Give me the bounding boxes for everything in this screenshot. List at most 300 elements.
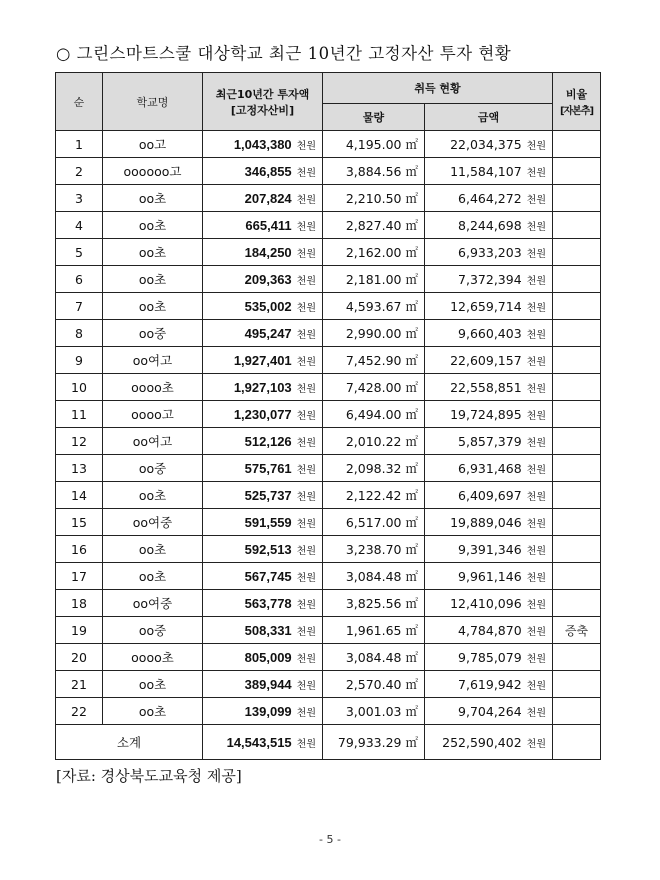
row-area-value: 3,001.03 xyxy=(345,704,402,719)
row-area-unit: ㎡ xyxy=(405,542,418,557)
row-investment xyxy=(203,266,323,293)
table-row xyxy=(56,590,601,617)
row-investment-unit: 천원 xyxy=(296,572,316,584)
header-amount: 금액 xyxy=(425,104,553,131)
row-note xyxy=(553,158,601,185)
row-amount-value: 11,584,107 xyxy=(450,163,522,179)
row-investment-unit: 천원 xyxy=(296,626,316,638)
table-row xyxy=(56,671,601,698)
row-area xyxy=(323,293,425,320)
row-area xyxy=(323,644,425,671)
row-amount-value: 22,558,851 xyxy=(450,379,522,395)
row-num: 1 xyxy=(56,131,103,158)
row-investment-unit: 천원 xyxy=(296,491,316,503)
row-investment xyxy=(203,158,323,185)
row-amount xyxy=(425,239,553,266)
row-amount-unit: 천원 xyxy=(526,329,546,341)
row-amount-value: 19,724,895 xyxy=(450,406,522,422)
row-num: 10 xyxy=(56,374,103,401)
row-area-value: 2,162.00 xyxy=(345,245,402,260)
row-investment-value: 525,737 xyxy=(244,487,292,503)
row-investment-unit: 천원 xyxy=(296,410,316,422)
row-amount-unit: 천원 xyxy=(526,383,546,395)
row-area-unit: ㎡ xyxy=(405,515,418,530)
row-investment-value: 591,559 xyxy=(244,514,292,530)
total-area-value: 79,933.29 xyxy=(337,735,402,750)
table-row xyxy=(56,131,601,158)
row-amount xyxy=(425,482,553,509)
row-area-unit: ㎡ xyxy=(405,353,418,368)
row-area-unit: ㎡ xyxy=(405,299,418,314)
header-investment-line2: [고정자산비] xyxy=(230,103,295,117)
row-amount-value: 8,244,698 xyxy=(458,217,522,233)
row-area-unit: ㎡ xyxy=(405,623,418,638)
row-investment-value: 592,513 xyxy=(244,541,292,557)
header-num: 순 xyxy=(56,73,103,131)
row-amount-value: 9,704,264 xyxy=(458,703,522,719)
row-amount-unit: 천원 xyxy=(526,680,546,692)
row-area-unit: ㎡ xyxy=(405,272,418,287)
row-note xyxy=(553,374,601,401)
row-school: oo초 xyxy=(103,536,203,563)
row-investment xyxy=(203,320,323,347)
row-school: oo여중 xyxy=(103,590,203,617)
row-investment-unit: 천원 xyxy=(296,356,316,368)
row-school: oo중 xyxy=(103,455,203,482)
row-amount-unit: 천원 xyxy=(526,302,546,314)
row-investment-unit: 천원 xyxy=(296,680,316,692)
row-investment xyxy=(203,293,323,320)
row-amount-value: 19,889,046 xyxy=(450,514,522,530)
row-amount-value: 6,931,468 xyxy=(458,460,522,476)
row-area xyxy=(323,185,425,212)
row-amount-unit: 천원 xyxy=(526,194,546,206)
row-amount-unit: 천원 xyxy=(526,599,546,611)
row-area-unit: ㎡ xyxy=(405,380,418,395)
total-investment-unit: 천원 xyxy=(296,738,316,750)
header-quantity: 물량 xyxy=(323,104,425,131)
row-amount xyxy=(425,374,553,401)
row-investment-value: 535,002 xyxy=(244,298,292,314)
row-amount xyxy=(425,563,553,590)
total-note xyxy=(553,725,601,760)
row-school: oo초 xyxy=(103,212,203,239)
row-amount xyxy=(425,455,553,482)
row-note xyxy=(553,698,601,725)
table-row xyxy=(56,617,601,644)
row-school: oo초 xyxy=(103,671,203,698)
row-school: oo고 xyxy=(103,131,203,158)
table-row xyxy=(56,239,601,266)
row-area xyxy=(323,239,425,266)
row-area-unit: ㎡ xyxy=(405,569,418,584)
row-area-unit: ㎡ xyxy=(405,137,418,152)
row-area-unit: ㎡ xyxy=(405,434,418,449)
row-area-value: 7,452.90 xyxy=(345,353,402,368)
row-amount xyxy=(425,536,553,563)
row-area-unit: ㎡ xyxy=(405,407,418,422)
row-amount-value: 12,659,714 xyxy=(450,298,522,314)
row-note xyxy=(553,320,601,347)
row-area xyxy=(323,536,425,563)
row-area xyxy=(323,482,425,509)
table-row xyxy=(56,455,601,482)
row-num: 4 xyxy=(56,212,103,239)
row-num: 2 xyxy=(56,158,103,185)
row-amount-unit: 천원 xyxy=(526,626,546,638)
row-amount-unit: 천원 xyxy=(526,437,546,449)
table-row xyxy=(56,401,601,428)
table-row xyxy=(56,266,601,293)
investment-table xyxy=(55,72,601,760)
table-row xyxy=(56,293,601,320)
row-amount-value: 22,034,375 xyxy=(450,136,522,152)
row-area xyxy=(323,401,425,428)
row-area-value: 7,428.00 xyxy=(345,380,402,395)
row-area xyxy=(323,428,425,455)
row-school: oo여고 xyxy=(103,347,203,374)
row-school: oo초 xyxy=(103,293,203,320)
row-num: 19 xyxy=(56,617,103,644)
row-school: oo여중 xyxy=(103,509,203,536)
row-note xyxy=(553,644,601,671)
total-area-unit: ㎡ xyxy=(405,735,418,750)
row-area xyxy=(323,671,425,698)
row-investment-unit: 천원 xyxy=(296,707,316,719)
total-amount-value: 252,590,402 xyxy=(442,734,522,750)
row-amount-unit: 천원 xyxy=(526,518,546,530)
row-investment-unit: 천원 xyxy=(296,437,316,449)
row-amount-unit: 천원 xyxy=(526,464,546,476)
row-area xyxy=(323,266,425,293)
row-num: 18 xyxy=(56,590,103,617)
row-area xyxy=(323,131,425,158)
row-amount-unit: 천원 xyxy=(526,248,546,260)
row-area-unit: ㎡ xyxy=(405,164,418,179)
row-amount-unit: 천원 xyxy=(526,140,546,152)
row-investment-value: 1,043,380 xyxy=(233,136,292,152)
row-school: oo초 xyxy=(103,482,203,509)
total-row xyxy=(56,725,601,760)
row-amount-unit: 천원 xyxy=(526,572,546,584)
row-investment-value: 139,099 xyxy=(244,703,292,719)
row-investment xyxy=(203,374,323,401)
row-investment-value: 1,927,401 xyxy=(233,352,292,368)
row-amount-unit: 천원 xyxy=(526,707,546,719)
row-area xyxy=(323,347,425,374)
row-num: 9 xyxy=(56,347,103,374)
row-amount xyxy=(425,158,553,185)
row-area-value: 3,884.56 xyxy=(345,164,402,179)
row-investment xyxy=(203,671,323,698)
row-investment-value: 512,126 xyxy=(244,433,292,449)
row-num: 14 xyxy=(56,482,103,509)
row-area-value: 3,084.48 xyxy=(345,650,402,665)
row-investment xyxy=(203,212,323,239)
total-area xyxy=(323,725,425,760)
row-note xyxy=(553,455,601,482)
row-note xyxy=(553,563,601,590)
row-investment-unit: 천원 xyxy=(296,302,316,314)
row-area-unit: ㎡ xyxy=(405,650,418,665)
row-amount-unit: 천원 xyxy=(526,221,546,233)
row-school: oooo고 xyxy=(103,401,203,428)
row-investment xyxy=(203,239,323,266)
row-amount-unit: 천원 xyxy=(526,410,546,422)
row-amount-unit: 천원 xyxy=(526,275,546,287)
row-area xyxy=(323,158,425,185)
table-row xyxy=(56,536,601,563)
row-num: 20 xyxy=(56,644,103,671)
row-school: oo초 xyxy=(103,266,203,293)
row-amount-value: 7,372,394 xyxy=(458,271,522,287)
row-note xyxy=(553,266,601,293)
row-investment xyxy=(203,347,323,374)
row-area-value: 2,210.50 xyxy=(345,191,402,206)
row-note xyxy=(553,590,601,617)
row-area xyxy=(323,455,425,482)
row-investment-value: 495,247 xyxy=(244,325,292,341)
row-area xyxy=(323,590,425,617)
row-amount xyxy=(425,644,553,671)
row-school: oo초 xyxy=(103,185,203,212)
table-row xyxy=(56,644,601,671)
row-amount-unit: 천원 xyxy=(526,653,546,665)
row-amount-value: 9,660,403 xyxy=(458,325,522,341)
row-amount xyxy=(425,347,553,374)
row-investment-unit: 천원 xyxy=(296,545,316,557)
row-area-unit: ㎡ xyxy=(405,677,418,692)
row-note xyxy=(553,509,601,536)
row-area-value: 3,238.70 xyxy=(345,542,402,557)
row-area-value: 2,990.00 xyxy=(345,326,402,341)
row-area-value: 3,825.56 xyxy=(345,596,402,611)
row-num: 5 xyxy=(56,239,103,266)
row-investment-unit: 천원 xyxy=(296,518,316,530)
page-title: ○ 그린스마트스쿨 대상학교 최근 10년간 고정자산 투자 현황 xyxy=(56,44,512,63)
row-investment xyxy=(203,185,323,212)
row-area-unit: ㎡ xyxy=(405,488,418,503)
row-school: oo중 xyxy=(103,617,203,644)
row-investment-value: 184,250 xyxy=(244,244,292,260)
row-amount-value: 9,785,079 xyxy=(458,649,522,665)
table-row xyxy=(56,698,601,725)
row-investment-unit: 천원 xyxy=(296,194,316,206)
row-amount xyxy=(425,671,553,698)
row-investment-unit: 천원 xyxy=(296,221,316,233)
table-row xyxy=(56,320,601,347)
row-amount-unit: 천원 xyxy=(526,167,546,179)
row-investment xyxy=(203,590,323,617)
row-num: 15 xyxy=(56,509,103,536)
total-amount xyxy=(425,725,553,760)
row-investment-unit: 천원 xyxy=(296,275,316,287)
row-amount xyxy=(425,401,553,428)
row-note xyxy=(553,131,601,158)
row-area xyxy=(323,212,425,239)
row-area-value: 6,494.00 xyxy=(345,407,402,422)
total-label: 소계 xyxy=(56,725,203,760)
row-investment-value: 1,230,077 xyxy=(233,406,292,422)
row-area xyxy=(323,617,425,644)
row-amount-value: 5,857,379 xyxy=(458,433,522,449)
row-note xyxy=(553,401,601,428)
row-investment-value: 389,944 xyxy=(244,676,292,692)
row-area-value: 4,195.00 xyxy=(345,137,402,152)
row-area-unit: ㎡ xyxy=(405,596,418,611)
row-investment-unit: 천원 xyxy=(296,653,316,665)
row-investment xyxy=(203,644,323,671)
row-num: 12 xyxy=(56,428,103,455)
row-investment xyxy=(203,509,323,536)
row-area xyxy=(323,563,425,590)
header-school: 학교명 xyxy=(103,73,203,131)
row-note xyxy=(553,671,601,698)
row-amount xyxy=(425,428,553,455)
row-area-unit: ㎡ xyxy=(405,245,418,260)
row-amount xyxy=(425,185,553,212)
row-investment-value: 805,009 xyxy=(244,649,292,665)
row-amount-unit: 천원 xyxy=(526,545,546,557)
row-area-unit: ㎡ xyxy=(405,218,418,233)
row-investment-value: 575,761 xyxy=(244,460,292,476)
row-amount-value: 6,409,697 xyxy=(458,487,522,503)
row-investment xyxy=(203,536,323,563)
row-num: 22 xyxy=(56,698,103,725)
row-investment-unit: 천원 xyxy=(296,140,316,152)
row-amount-value: 22,609,157 xyxy=(450,352,522,368)
row-num: 17 xyxy=(56,563,103,590)
row-school: oo여고 xyxy=(103,428,203,455)
row-area xyxy=(323,509,425,536)
row-investment-unit: 천원 xyxy=(296,329,316,341)
row-num: 7 xyxy=(56,293,103,320)
row-num: 8 xyxy=(56,320,103,347)
row-investment-unit: 천원 xyxy=(296,167,316,179)
row-amount-value: 4,784,870 xyxy=(458,622,522,638)
header-ratio xyxy=(553,73,601,131)
row-investment xyxy=(203,617,323,644)
row-school: oooooo고 xyxy=(103,158,203,185)
row-note xyxy=(553,347,601,374)
row-school: oo중 xyxy=(103,320,203,347)
row-amount xyxy=(425,509,553,536)
row-note xyxy=(553,212,601,239)
row-amount xyxy=(425,617,553,644)
row-note xyxy=(553,185,601,212)
row-amount-unit: 천원 xyxy=(526,356,546,368)
row-area-value: 3,084.48 xyxy=(345,569,402,584)
row-note xyxy=(553,482,601,509)
row-investment-value: 209,363 xyxy=(244,271,292,287)
row-investment-value: 563,778 xyxy=(244,595,292,611)
total-investment xyxy=(203,725,323,760)
row-area-unit: ㎡ xyxy=(405,326,418,341)
row-area-value: 4,593.67 xyxy=(345,299,402,314)
row-area-unit: ㎡ xyxy=(405,704,418,719)
row-area-value: 2,570.40 xyxy=(345,677,402,692)
row-num: 6 xyxy=(56,266,103,293)
row-amount xyxy=(425,266,553,293)
row-amount xyxy=(425,212,553,239)
row-investment-value: 665,411 xyxy=(245,217,292,233)
row-amount xyxy=(425,698,553,725)
page-number: - 5 - xyxy=(319,833,341,846)
row-investment-unit: 천원 xyxy=(296,464,316,476)
row-amount-value: 6,464,272 xyxy=(458,190,522,206)
table-body xyxy=(56,131,601,725)
row-num: 3 xyxy=(56,185,103,212)
row-num: 21 xyxy=(56,671,103,698)
row-amount-value: 7,619,942 xyxy=(458,676,522,692)
table-row xyxy=(56,347,601,374)
row-school: oo초 xyxy=(103,563,203,590)
row-amount-value: 6,933,203 xyxy=(458,244,522,260)
total-amount-unit: 천원 xyxy=(526,738,546,750)
row-amount-value: 9,391,346 xyxy=(458,541,522,557)
row-investment xyxy=(203,455,323,482)
row-note xyxy=(553,293,601,320)
row-amount xyxy=(425,293,553,320)
row-investment xyxy=(203,482,323,509)
row-school: oo초 xyxy=(103,698,203,725)
row-area-value: 2,181.00 xyxy=(345,272,402,287)
header-ratio-line2: [자본추] xyxy=(559,106,594,117)
row-school: oo초 xyxy=(103,239,203,266)
row-amount-unit: 천원 xyxy=(526,491,546,503)
row-note xyxy=(553,536,601,563)
row-investment xyxy=(203,428,323,455)
row-num: 11 xyxy=(56,401,103,428)
row-note xyxy=(553,239,601,266)
header-ratio-line1: 비율 xyxy=(565,88,588,101)
header-investment xyxy=(203,73,323,131)
total-investment-value: 14,543,515 xyxy=(226,734,292,750)
table-row xyxy=(56,374,601,401)
row-school: oooo초 xyxy=(103,374,203,401)
row-investment-value: 508,331 xyxy=(244,622,292,638)
row-note xyxy=(553,428,601,455)
row-note: 증축 xyxy=(553,617,601,644)
row-investment-value: 207,824 xyxy=(244,190,292,206)
row-area xyxy=(323,698,425,725)
row-investment-value: 567,745 xyxy=(244,568,292,584)
table-row xyxy=(56,482,601,509)
row-investment-unit: 천원 xyxy=(296,248,316,260)
row-area xyxy=(323,320,425,347)
row-area-value: 2,098.32 xyxy=(345,461,402,476)
row-amount xyxy=(425,131,553,158)
row-amount-value: 9,961,146 xyxy=(458,568,522,584)
row-investment-value: 1,927,103 xyxy=(233,379,292,395)
row-amount xyxy=(425,320,553,347)
header-investment-line1: 최근10년간 투자액 xyxy=(215,87,310,101)
source-note: [자료: 경상북도교육청 제공] xyxy=(56,767,242,785)
table-row xyxy=(56,509,601,536)
table-row xyxy=(56,158,601,185)
row-investment xyxy=(203,131,323,158)
row-area xyxy=(323,374,425,401)
row-amount xyxy=(425,590,553,617)
table-row xyxy=(56,212,601,239)
row-amount-value: 12,410,096 xyxy=(450,595,522,611)
row-area-value: 6,517.00 xyxy=(345,515,402,530)
row-investment xyxy=(203,563,323,590)
row-school: oooo초 xyxy=(103,644,203,671)
row-investment-value: 346,855 xyxy=(244,163,292,179)
row-investment xyxy=(203,401,323,428)
row-num: 13 xyxy=(56,455,103,482)
